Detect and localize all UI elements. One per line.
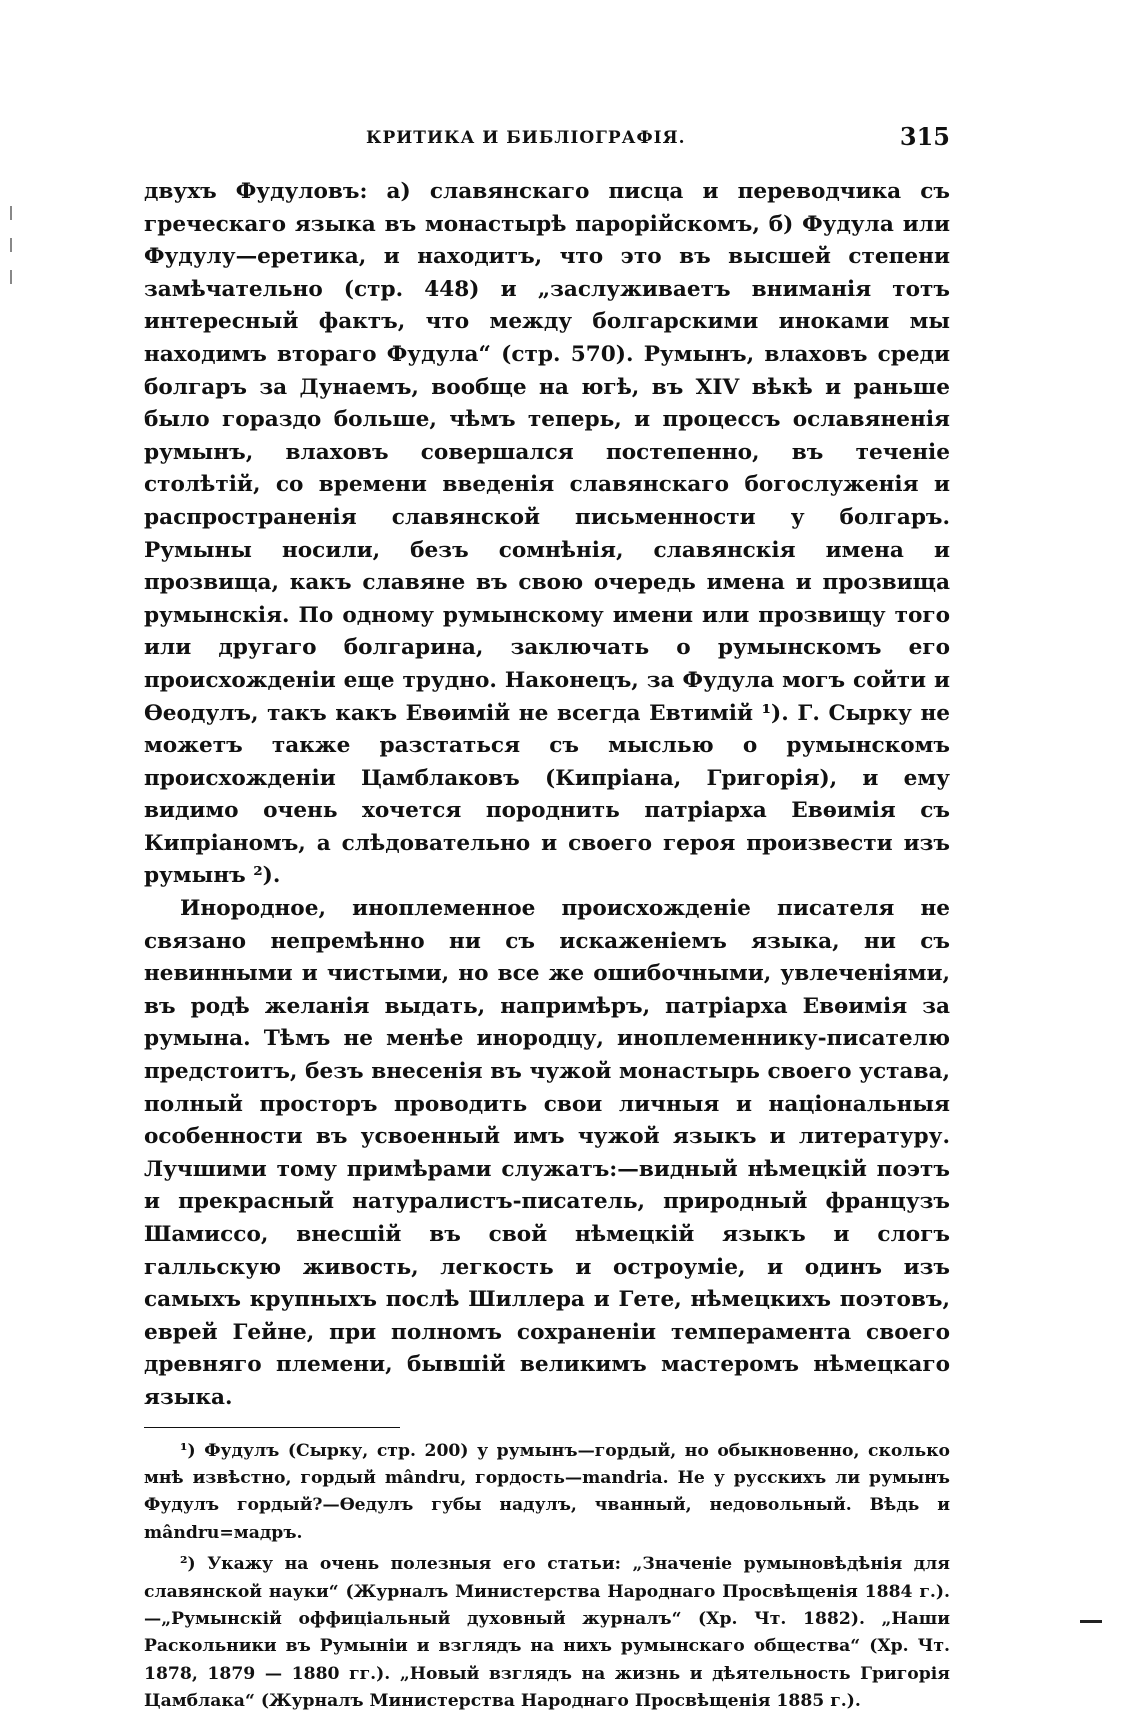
- body-text: [144, 176, 950, 1415]
- margin-marks: [10, 206, 14, 296]
- paragraph: двухъ Фудуловъ: а) славянскаго писца и переводчика съ греческаго языка въ монастырѣ парорійскомъ, б) Фудула или Фудулу—еретика, и находитъ, что это въ высшей степени замѣчательно (стр. 448) и „заслуживаетъ вниманія тотъ интересный фактъ, что между болгарскими иноками мы находимъ втораго Фудула“ (стр. 570). Румынъ, влаховъ среди болгаръ за Дунаемъ, вообще на югѣ, въ XIV вѣкѣ и раньше было гораздо больше, чѣмъ теперь, и процессъ ославяненія румынъ, влаховъ совершался постепенно, въ теченіе столѣтій, со времени введенія славянскаго богослуженія и распространенія славянской письменности у болгаръ. Румыны носили, безъ сомнѣнія, славянскія имена и прозвища, какъ славяне въ свою очередь имена и прозвища румынскія. По одному румынскому имени или прозвищу того или другаго болгарина, заключать о румынскомъ его происхожденіи еще трудно. Наконецъ, за Фудула могъ сойти и Ѳеодулъ, такъ какъ Евѳимій не всегда Евтимій ¹). Г. Сырку не можетъ также разстаться съ мыслью о румынскомъ происхожденіи Цамблаковъ (Кипріана, Григорія), и ему видимо очень хочется породнить патріарха Евѳимія съ Кипріаномъ, а слѣдовательно и своего героя произвести изъ румынъ ²).: [144, 179, 950, 889]
- footnote: ²) Укажу на очень полезныя его статьи: „Значеніе румыновѣдѣнія для славянской науки“ (Журналъ Министерства Народнаго Просвѣщенія 1884 г.).—„Румынскій оффиціальный духовный журналъ“ (Хр. Чт. 1882). „Наши Раскольники въ Румыніи и взглядъ на нихъ румынскаго общества“ (Хр. Чт. 1878, 1879 — 1880 гг.). „Новый взглядъ на жизнь и дѣятельность Григорія Цамблака“ (Журналъ Министерства Народнаго Просвѣщенія 1885 г.).: [144, 1554, 950, 1712]
- footnotes: [144, 1438, 950, 1716]
- running-title: КРИТИКА И БИБЛІОГРАФІЯ.: [366, 128, 686, 148]
- edge-mark: [1080, 1620, 1102, 1623]
- running-head: [144, 118, 950, 158]
- page-number: 315: [899, 122, 950, 151]
- margin-mark: [10, 206, 12, 220]
- footnote: ¹) Фудулъ (Сырку, стр. 200) у румынъ—гордый, но обыкновенно, сколько мнѣ извѣстно, гордый mândru, гордость—mandria. Не у русскихъ ли румынъ Фудулъ гордый?—Ѳедулъ губы надулъ, чванный, недовольный. Вѣдь и mândru=мадръ.: [144, 1440, 950, 1543]
- margin-mark: [10, 270, 12, 284]
- footnote-divider: [144, 1427, 400, 1428]
- book-page: [144, 118, 950, 1716]
- paragraph: Инородное, иноплеменное происхожденіе писателя не связано непремѣнно ни съ искаженіемъ языка, ни съ невинными и чистыми, но все же ошибочными, увлеченіями, въ родѣ желанія выдать, напримѣръ, патріарха Евѳимія за румына. Тѣмъ не менѣе инородцу, иноплеменнику-писателю предстоитъ, безъ внесенія въ чужой монастырь своего устава, полный просторъ проводить свои личныя и національныя особенности въ усвоенный имъ чужой языкъ и литературу. Лучшими тому примѣрами служатъ:—видный нѣмецкій поэтъ и прекрасный натуралистъ-писатель, природный французъ Шамиссо, внесшій въ свой нѣмецкій языкъ и слогъ галльскую живость, легкость и остроуміе, и одинъ изъ самыхъ крупныхъ послѣ Шиллера и Гете, нѣмецкихъ поэтовъ, еврей Гейне, при полномъ сохраненіи темперамента своего древняго племени, бывшій великимъ мастеромъ нѣмецкаго языка.: [144, 896, 950, 1410]
- margin-mark: [10, 238, 12, 252]
